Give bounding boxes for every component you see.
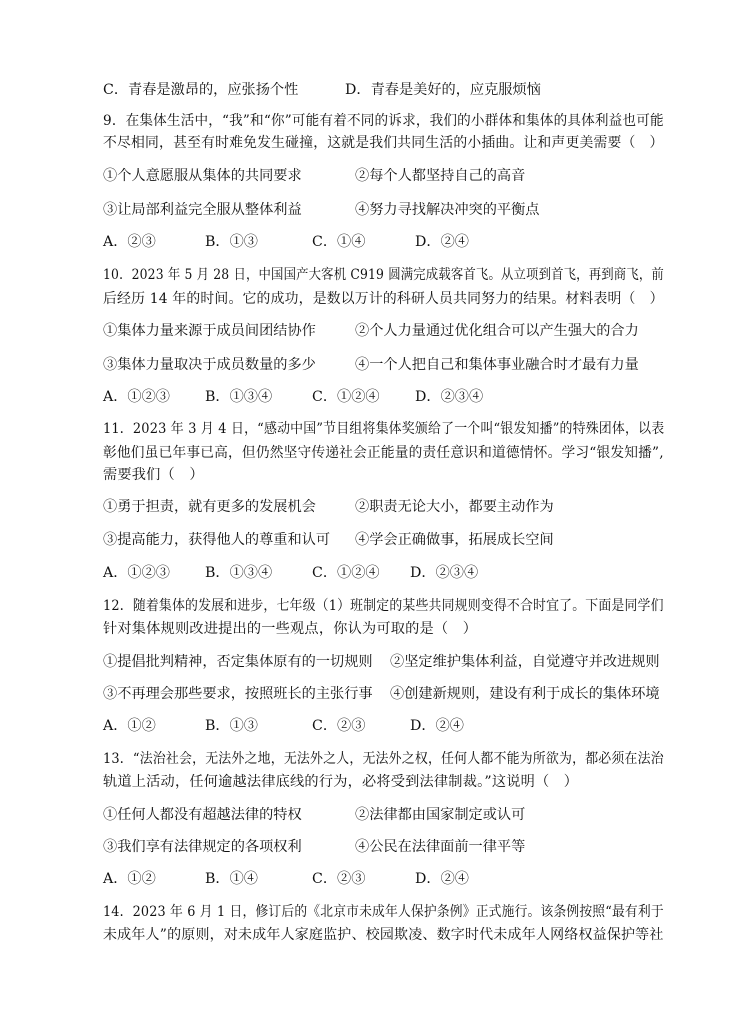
q9-statement-4: ④努力寻找解决冲突的平衡点 [355, 202, 540, 218]
q11-statement-4: ④学会正确做事，拓展成长空间 [355, 532, 554, 548]
q11-choice-b: B．①③④ [205, 565, 273, 581]
q9-choice-b: B．①③ [205, 234, 258, 250]
q12-statement-4: ④创建新规则，建设有利于成长的集体环境 [390, 686, 660, 702]
q14-stem-line-2: 未成年人”的原则，对未成年人家庭监护、校园欺凌、数字时代未成年人网络权益保护等社 [103, 927, 664, 943]
q11-stem-line-1: 11．2023 年 3 月 4 日，“感动中国”节目组将集体奖颁给了一个叫“银发知播”的特殊团体，以表 [103, 421, 665, 437]
q12-choice-c: C．②③ [312, 718, 366, 734]
q11-statement-2: ②职责无论大小，都要主动作为 [355, 499, 554, 515]
q10-choice-d: D．②③④ [415, 389, 484, 405]
q13-statement-3: ③我们享有法律规定的各项权利 [103, 839, 302, 855]
q11-statement-1: ①勇于担责，就有更多的发展机会 [103, 499, 316, 515]
q8-option-c: C．青春是激昂的，应张扬个性 [103, 82, 299, 98]
q13-stem-line-1: 13．“法治社会，无法外之地，无法外之人，无法外之权，任何人都不能为所欲为，都必须在法治 [103, 751, 664, 767]
q13-choice-c: C．②③ [312, 871, 366, 887]
q10-choice-b: B．①③④ [205, 389, 273, 405]
q10-stem-line-2: 后经历 14 年的时间。它的成功，是数以万计的科研人员共同努力的结果。材料表明（ ） [103, 291, 664, 307]
q10-choice-c: C．①②④ [312, 389, 380, 405]
q13-stem-line-2: 轨道上活动，任何逾越法律底线的行为，必将受到法律制裁。”这说明（ ） [103, 774, 579, 790]
q12-choice-b: B．①③ [205, 718, 258, 734]
q10-choice-a: A．①②③ [103, 389, 170, 405]
q11-choice-a: A．①②③ [103, 565, 170, 581]
q13-statement-4: ④公民在法律面前一律平等 [355, 839, 526, 855]
q11-stem-line-3: 需要我们（ ） [103, 467, 204, 483]
q11-choice-c: C．①②④ [312, 565, 380, 581]
q9-stem-line-2: 不尽相同，甚至有时难免发生碰撞，这就是我们共同生活的小插曲。让和声更美需要（ ） [103, 135, 664, 151]
q9-choice-c: C．①④ [312, 234, 366, 250]
q12-choice-a: A．①② [103, 718, 156, 734]
q9-statement-3: ③让局部利益完全服从整体利益 [103, 202, 302, 218]
q12-stem-line-1: 12．随着集体的发展和进步，七年级（1）班制定的某些共同规则变得不合时宜了。下面是同学们 [103, 598, 664, 614]
q12-stem-line-2: 针对集体规则改进提出的一些观点，你认为可取的是（ ） [103, 621, 478, 637]
q9-stem-line-1: 9．在集体生活中，“我”和“你”可能有着不同的诉求，我们的小群体和集体的具体利益也可能 [103, 113, 664, 129]
q9-choice-a: A．②③ [103, 234, 156, 250]
q11-stem-line-2: 彰他们虽已年事已高，但仍然坚守传递社会正能量的责任意识和道德情怀。学习“银发知播”, [103, 445, 664, 461]
q10-statement-1: ①集体力量来源于成员间团结协作 [103, 323, 316, 339]
q12-statement-2: ②坚定维护集体利益，自觉遵守并改进规则 [390, 654, 660, 670]
q12-statement-3: ③不再理会那些要求，按照班长的主张行事 [103, 686, 373, 702]
q13-choice-b: B．①④ [205, 871, 258, 887]
q13-statement-2: ②法律都由国家制定或认可 [355, 807, 526, 823]
q13-choice-a: A．①② [103, 871, 156, 887]
q10-stem-line-1: 10．2023 年 5 月 28 日，中国国产大客机 C919 圆满完成载客首飞。从立项到首飞，再到商飞，前 [103, 267, 664, 283]
q12-choice-d: D．②④ [410, 718, 464, 734]
q11-choice-d: D．②③④ [410, 565, 479, 581]
q9-statement-1: ①个人意愿服从集体的共同要求 [103, 168, 302, 184]
q12-statement-1: ①提倡批判精神，否定集体原有的一切规则 [103, 654, 373, 670]
q14-stem-line-1: 14．2023 年 6 月 1 日，修订后的《北京市未成年人保护条例》正式施行。该条例按照“最有利于 [103, 904, 664, 920]
q10-statement-4: ④一个人把自己和集体事业融合时才最有力量 [355, 357, 639, 373]
q10-statement-3: ③集体力量取决于成员数量的多少 [103, 357, 316, 373]
q9-statement-2: ②每个人都坚持自己的高音 [355, 168, 526, 184]
q13-statement-1: ①任何人都没有超越法律的特权 [103, 807, 302, 823]
q11-statement-3: ③提高能力，获得他人的尊重和认可 [103, 532, 331, 548]
q9-choice-d: D．②④ [415, 234, 469, 250]
q8-option-d: D．青春是美好的，应克服烦恼 [345, 82, 541, 98]
q13-choice-d: D．②④ [415, 871, 469, 887]
q10-statement-2: ②个人力量通过优化组合可以产生强大的合力 [355, 323, 639, 339]
